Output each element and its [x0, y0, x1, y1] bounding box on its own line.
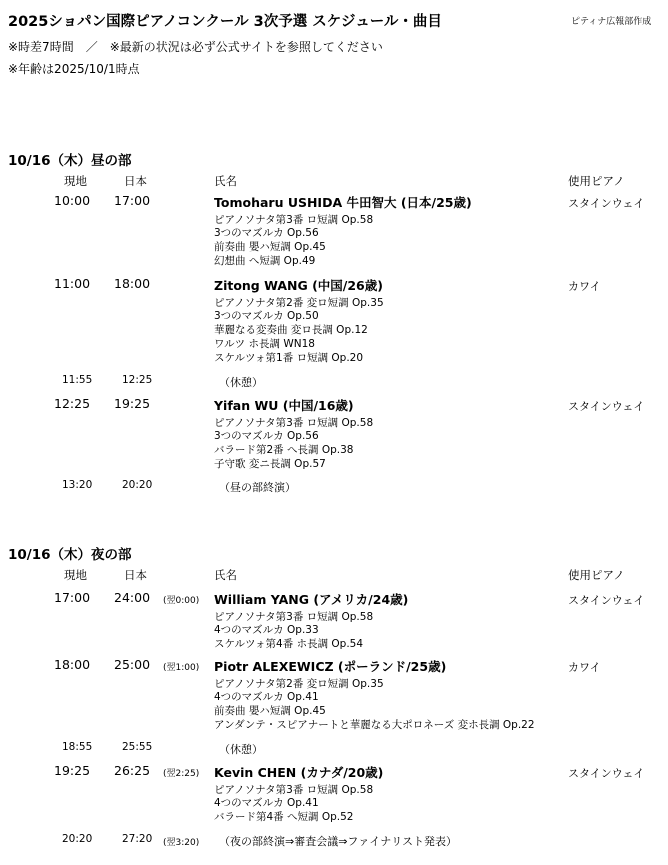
- piece: ピアノソナタ第3番 ロ短調 Op.58: [214, 214, 374, 226]
- column-header-name: 氏名: [214, 568, 237, 582]
- piece: 前奏曲 嬰ハ短調 Op.45: [214, 705, 326, 717]
- next-day-time: (翌1:00): [163, 663, 200, 673]
- japan-time: 24:00: [114, 590, 151, 605]
- piece: スケルツォ第1番 ロ短調 Op.20: [214, 352, 364, 364]
- piece: ピアノソナタ第3番 ロ短調 Op.58: [214, 784, 374, 796]
- piece: ピアノソナタ第3番 ロ短調 Op.58: [214, 611, 374, 623]
- piece: ピアノソナタ第3番 ロ短調 Op.58: [214, 417, 374, 429]
- piece: ピアノソナタ第2番 変ロ短調 Op.35: [214, 678, 384, 690]
- credit-label: ピティナ広報部作成: [571, 17, 652, 27]
- piece: 3つのマズルカ Op.56: [214, 430, 319, 442]
- piece: 3つのマズルカ Op.56: [214, 227, 319, 239]
- break-label: （昼の部終演）: [219, 481, 296, 494]
- piece: ピアノソナタ第2番 変ロ短調 Op.35: [214, 297, 384, 309]
- japan-time: 19:25: [114, 396, 151, 411]
- piece: 華麗なる変奏曲 変ロ長調 Op.12: [214, 324, 368, 336]
- piece: 4つのマズルカ Op.33: [214, 624, 319, 636]
- column-header-local: 現地: [64, 174, 87, 188]
- local-time: 12:25: [54, 396, 91, 411]
- japan-time: 25:55: [122, 741, 153, 753]
- break-label: （夜の部終演⇒審査会議⇒ファイナリスト発表）: [219, 835, 457, 848]
- local-time: 11:55: [62, 374, 93, 386]
- piece: ワルツ ホ長調 WN18: [214, 338, 315, 350]
- note-timezone: ※時差7時間 ／ ※最新の状況は必ず公式サイトを参照してください: [8, 40, 383, 54]
- next-day-time: (翌2:25): [163, 769, 200, 779]
- column-header-name: 氏名: [214, 174, 237, 188]
- japan-time: 25:00: [114, 657, 151, 672]
- column-header-local: 現地: [64, 568, 87, 582]
- column-header-piano: 使用ピアノ: [568, 568, 625, 582]
- performer-name: Yifan WU (中国/16歳): [214, 398, 354, 413]
- break-label: （休憩）: [219, 743, 263, 756]
- performer-name: Kevin CHEN (カナダ/20歳): [214, 765, 384, 780]
- session-title: 10/16（木）夜の部: [8, 547, 132, 563]
- performer-name: Zitong WANG (中国/26歳): [214, 278, 383, 293]
- performer-name: Tomoharu USHIDA 牛田智大 (日本/25歳): [214, 195, 472, 210]
- piece: アンダンテ・スピアナートと華麗なる大ポロネーズ 変ホ長調 Op.22: [214, 719, 535, 731]
- piano-brand: カワイ: [568, 280, 601, 293]
- piece: 4つのマズルカ Op.41: [214, 797, 319, 809]
- performer-name: Piotr ALEXEWICZ (ポーランド/25歳): [214, 659, 447, 674]
- next-day-time: (翌3:20): [163, 838, 200, 848]
- piano-brand: スタインウェイ: [568, 594, 645, 607]
- note-age: ※年齢は2025/10/1時点: [8, 62, 140, 76]
- column-header-japan: 日本: [124, 568, 147, 582]
- performer-name: William YANG (アメリカ/24歳): [214, 592, 409, 607]
- japan-time: 27:20: [122, 833, 153, 845]
- piece: スケルツォ第4番 ホ長調 Op.54: [214, 638, 364, 650]
- local-time: 18:00: [54, 657, 91, 672]
- japan-time: 26:25: [114, 763, 151, 778]
- next-day-time: (翌0:00): [163, 596, 200, 606]
- piece: バラード第2番 へ長調 Op.38: [214, 444, 354, 456]
- japan-time: 20:20: [122, 479, 153, 491]
- japan-time: 18:00: [114, 276, 151, 291]
- column-header-japan: 日本: [124, 174, 147, 188]
- piece: 3つのマズルカ Op.50: [214, 310, 319, 322]
- piece: 幻想曲 へ短調 Op.49: [214, 255, 316, 267]
- piece: 子守歌 変ニ長調 Op.57: [214, 458, 326, 470]
- page-title: 2025ショパン国際ピアノコンクール 3次予選 スケジュール・曲目: [8, 14, 442, 30]
- break-label: （休憩）: [219, 376, 263, 389]
- japan-time: 12:25: [122, 374, 153, 386]
- session-title: 10/16（木）昼の部: [8, 153, 132, 169]
- piano-brand: スタインウェイ: [568, 197, 645, 210]
- local-time: 11:00: [54, 276, 91, 291]
- local-time: 20:20: [62, 833, 93, 845]
- piano-brand: スタインウェイ: [568, 767, 645, 780]
- local-time: 17:00: [54, 590, 91, 605]
- piano-brand: カワイ: [568, 661, 601, 674]
- local-time: 19:25: [54, 763, 91, 778]
- piece: 4つのマズルカ Op.41: [214, 691, 319, 703]
- piece: 前奏曲 嬰ハ短調 Op.45: [214, 241, 326, 253]
- japan-time: 17:00: [114, 193, 151, 208]
- local-time: 18:55: [62, 741, 93, 753]
- local-time: 10:00: [54, 193, 91, 208]
- local-time: 13:20: [62, 479, 93, 491]
- piano-brand: スタインウェイ: [568, 400, 645, 413]
- column-header-piano: 使用ピアノ: [568, 174, 625, 188]
- piece: バラード第4番 へ短調 Op.52: [214, 811, 354, 823]
